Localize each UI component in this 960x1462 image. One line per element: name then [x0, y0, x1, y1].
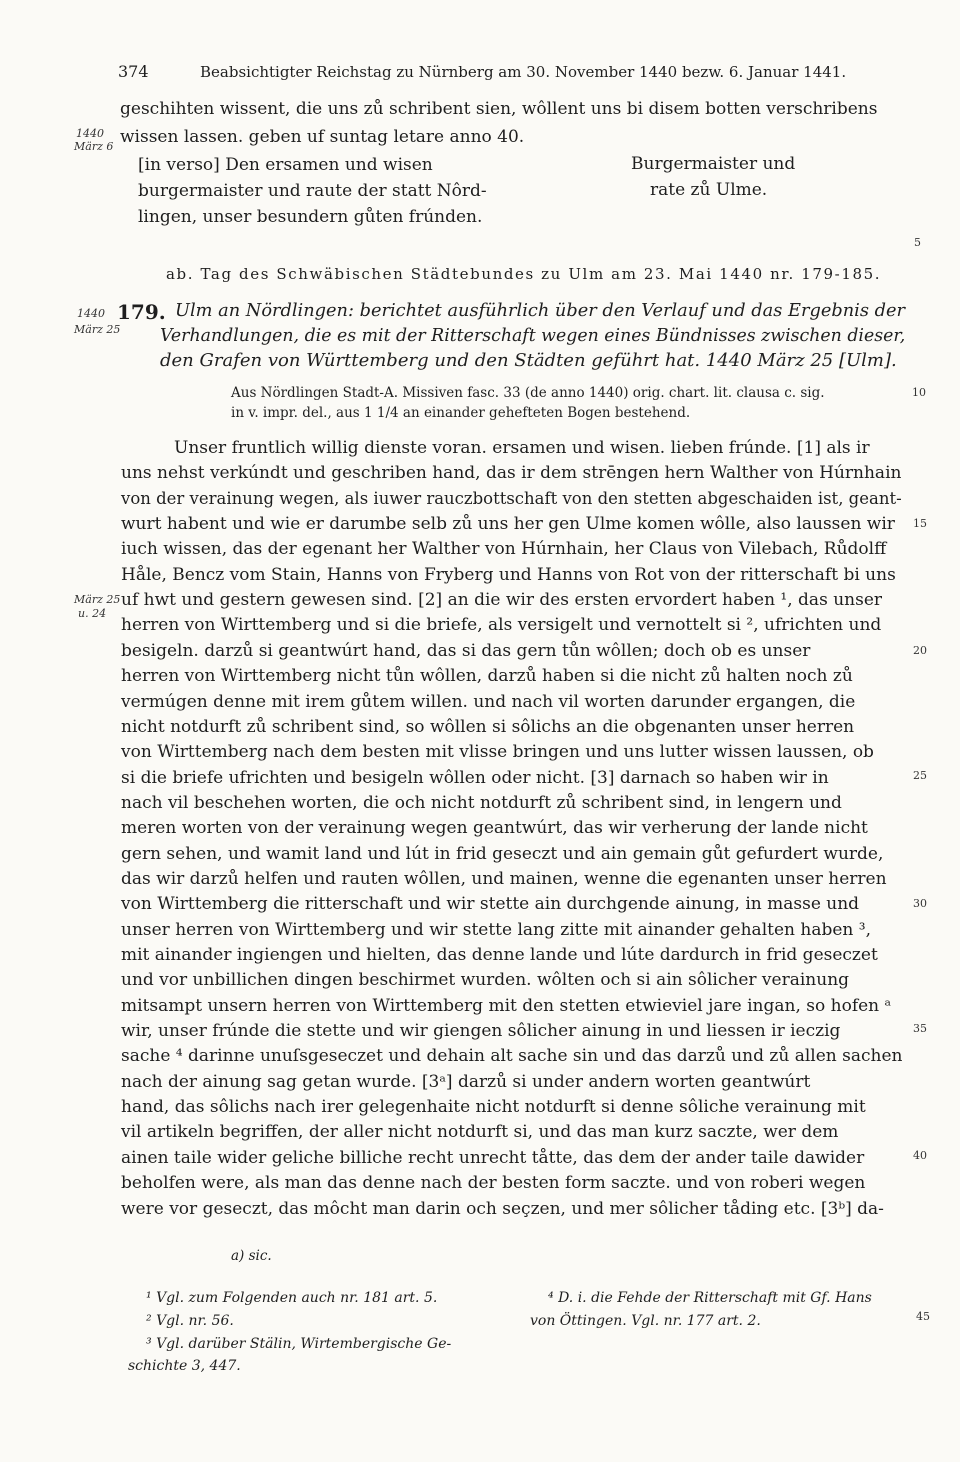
line-number: 30: [913, 897, 927, 910]
body-line: nach vil beschehen worten, die och nicht notdurft zů schribent sind, in lengern und: [121, 793, 842, 813]
body-line: uf hwt und gestern gewesen sind. [2] an die wir des ersten ervordert haben ¹, das unser: [121, 590, 883, 610]
body-line: si die briefe ufrichten und besigeln wôllen oder nicht. [3] darnach so haben wir in: [121, 768, 829, 788]
body-line: uns nehst verkúndt und geschriben hand, das ir dem strēngen hern Walther von Húrnhain: [121, 463, 902, 483]
address-line: lingen, unser besundern gůten frúnden.: [138, 207, 483, 227]
margin-date-year: 1440: [76, 127, 104, 140]
body-line: das wir darzů helfen und rauten wôllen, und mainen, wenne die egenanten unser herren: [121, 869, 887, 889]
signature-line: Burgermaister und: [631, 154, 796, 174]
body-line: wir, unser frúnde die stette und wir giengen sôlicher ainung in und liessen ir ieczig: [121, 1021, 841, 1041]
line-number: 10: [912, 386, 926, 399]
doc-margin-year: 1440: [77, 307, 105, 320]
footnote: ³ Vgl. darüber Stälin, Wirtembergische Ge-: [146, 1336, 452, 1352]
signature-line: rate zů Ulme.: [650, 180, 768, 200]
running-title: Beabsichtigter Reichstag zu Nürnberg am 30. November 1440 bezw. 6. Januar 1441.: [200, 63, 847, 81]
regest-line: Verhandlungen, die es mit der Ritterschaft wegen eines Bündnisses zwischen dieser,: [160, 325, 906, 346]
line-number: 35: [913, 1022, 927, 1035]
footnote: von Öttingen. Vgl. nr. 177 art. 2.: [530, 1313, 761, 1329]
line-number: 20: [913, 644, 927, 657]
page-number: 374: [118, 62, 149, 81]
section-title: ab. Tag des Schwäbischen Städtebundes zu Ulm am 23. Mai 1440 nr. 179-185.: [166, 265, 882, 283]
margin-date-day: März 6: [74, 140, 114, 153]
body-line: unser herren von Wirttemberg und wir stette lang zitte mit ainander gehalten haben ³,: [121, 920, 871, 940]
doc-margin-day: März 25: [74, 323, 121, 336]
document-number: 179.: [117, 300, 166, 324]
footnote: ¹ Vgl. zum Folgenden auch nr. 181 art. 5.: [146, 1290, 438, 1306]
prev-letter-line: wissen lassen. geben uf suntag letare anno 40.: [120, 127, 525, 147]
body-line: mitsampt unsern herren von Wirttemberg mit den stetten etwieviel jare ingan, so hofen ᵃ: [121, 996, 892, 1016]
body-line: Håle, Bencz vom Stain, Hanns von Fryberg und Hanns von Rot von der ritterschaft bi uns: [121, 565, 896, 585]
line-number: 5: [914, 236, 921, 249]
address-line: [in verso] Den ersamen und wisen: [138, 155, 433, 175]
line-number: 25: [913, 769, 927, 782]
body-line: were vor geseczt, das môcht man darin och seçzen, und mer sôlicher tåding etc. [3ᵇ] da-: [121, 1199, 884, 1219]
prev-letter-line: geschihten wissent, die uns zů schribent sien, wôllent uns bi disem botten verschribens: [120, 99, 878, 119]
line-number: 45: [916, 1310, 930, 1323]
line-number: 40: [913, 1149, 927, 1162]
body-line: herren von Wirttemberg nicht tůn wôllen, darzů haben si die nicht zů halten noch zů: [121, 666, 853, 686]
line-number: 15: [913, 517, 927, 530]
body-line: und vor unbillichen dingen beschirmet wurden. wôlten och si ain sôlicher verainung: [121, 970, 850, 990]
footnote: ⁴ D. i. die Fehde der Ritterschaft mit Gf. Hans: [548, 1290, 872, 1306]
body-line: vil artikeln begriffen, der aller nicht notdurft si, und das man kurz saczte, wer dem: [121, 1122, 839, 1142]
address-line: burgermaister und raute der statt Nôrd-: [138, 181, 487, 201]
body-line: gern sehen, und wamit land und lút in frid geseczt und ain gemain gůt gefurdert wurde,: [121, 844, 884, 864]
inline-margin-date: u. 24: [78, 607, 107, 620]
body-line: meren worten von der verainung wegen geantwúrt, das wir verherung der lande nicht: [121, 818, 868, 838]
body-line: ainen taile wider geliche billiche recht unrecht tåtte, das dem der ander taile dawider: [121, 1148, 865, 1168]
body-line: besigeln. darzů si geantwúrt hand, das si das gern tůn wôllen; doch ob es unser: [121, 641, 811, 661]
body-line: mit ainander ingiengen und hielten, das denne lande und lúte dardurch in frid geseczet: [121, 945, 878, 965]
body-line: sache ⁴ darinne unuſsgeseczet und dehain alt sache sin und das darzů und zů allen sachen: [121, 1046, 903, 1066]
body-line: beholfen were, als man das denne nach der besten form saczte. und von roberi wegen: [121, 1173, 866, 1193]
source-line: in v. impr. del., aus 1 1/4 an einander gehefteten Bogen bestehend.: [231, 405, 691, 421]
source-line: Aus Nördlingen Stadt-A. Missiven fasc. 33 (de anno 1440) orig. chart. lit. clausa c. sig.: [231, 385, 825, 401]
regest-line: den Grafen von Württemberg und den Städten geführt hat. 1440 März 25 [Ulm].: [160, 350, 897, 371]
inline-margin-date: März 25: [74, 593, 121, 606]
body-line: von der verainung wegen, als iuwer rauczbottschaft von den stetten abgeschaiden ist, geant-: [121, 489, 902, 509]
body-line: Unser fruntlich willig dienste voran. ersamen und wisen. lieben frúnde. [1] als ir: [174, 438, 870, 458]
body-line: hand, das sôlichs nach irer gelegenhaite nicht notdurft si denne sôliche verainung mit: [121, 1097, 866, 1117]
footnote: ² Vgl. nr. 56.: [146, 1313, 234, 1329]
body-line: nach der ainung sag getan wurde. [3ᵃ] darzů si under andern worten geantwúrt: [121, 1072, 811, 1092]
body-line: wurt habent und wie er darumbe selb zů uns her gen Ulme komen wôlle, also laussen wir: [121, 514, 895, 534]
body-line: vermúgen denne mit irem gůtem willen. und nach vil worten darunder ergangen, die: [121, 692, 856, 712]
footnote: schichte 3, 447.: [128, 1358, 241, 1374]
body-line: von Wirttemberg nach dem besten mit vlisse bringen und uns lutter wissen laussen, ob: [121, 742, 874, 762]
regest-line: Ulm an Nördlingen: berichtet ausführlich über den Verlauf und das Ergebnis der: [175, 300, 905, 321]
body-line: herren von Wirttemberg und si die briefe, als versigelt und vernottelt si ², ufrichten und: [121, 615, 882, 635]
body-line: iuch wissen, das der egenant her Walther von Húrnhain, her Claus von Vilebach, Růdolff: [121, 539, 887, 559]
critical-footnote: a) sic.: [231, 1248, 272, 1264]
body-line: nicht notdurft zů schribent sind, so wôllen si sôlichs an die obgenanten unser herren: [121, 717, 855, 737]
body-line: von Wirttemberg die ritterschaft und wir stette ain durchgende ainung, in masse und: [121, 894, 860, 914]
